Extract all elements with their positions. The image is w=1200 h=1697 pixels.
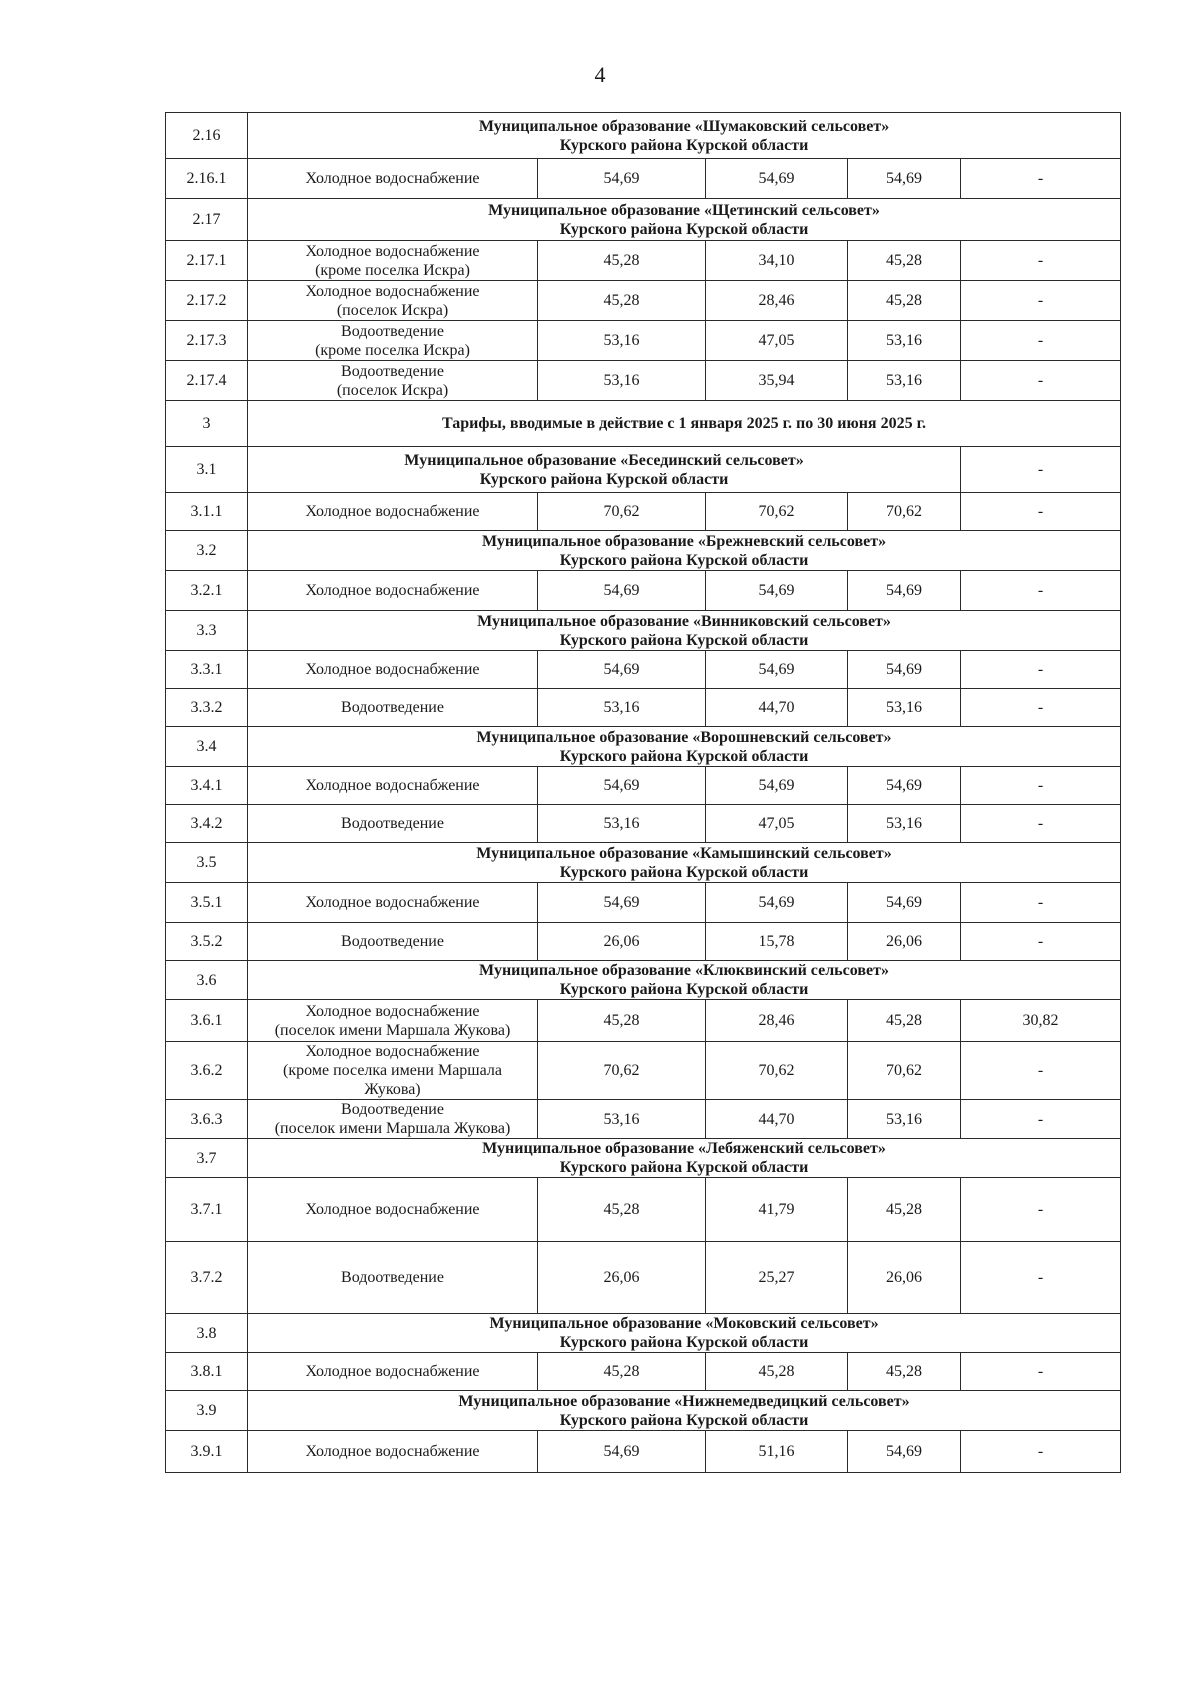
org-header-row bbox=[166, 199, 1121, 241]
table-row bbox=[166, 805, 1121, 843]
service-qualifier: (кроме поселка Искра) bbox=[315, 341, 470, 359]
service-name: Водоотведение bbox=[341, 1101, 444, 1118]
municipality-title bbox=[248, 1314, 1121, 1353]
tariff-value-4: - bbox=[961, 1242, 1121, 1314]
tariff-value-4: - bbox=[961, 493, 1121, 531]
org-header-row bbox=[166, 611, 1121, 651]
row-number: 3.7.1 bbox=[166, 1178, 248, 1242]
row-number: 3.5.2 bbox=[166, 923, 248, 961]
tariff-value-1: 53,16 bbox=[538, 805, 706, 843]
org-header-row bbox=[166, 843, 1121, 883]
tariff-value-4: - bbox=[961, 883, 1121, 923]
service-name-cell bbox=[248, 1178, 538, 1242]
tariff-value-1: 70,62 bbox=[538, 1042, 706, 1100]
tariff-value-3: 54,69 bbox=[848, 651, 961, 689]
table-row bbox=[166, 923, 1121, 961]
tariff-value-3: 26,06 bbox=[848, 923, 961, 961]
tariff-value-2: 47,05 bbox=[706, 805, 848, 843]
service-name-cell bbox=[248, 241, 538, 281]
tariff-value-4: - bbox=[961, 1100, 1121, 1139]
municipality-title bbox=[248, 727, 1121, 767]
municipality-name: Муниципальное образование «Ворошневский сельсовет» bbox=[476, 728, 892, 746]
service-name: Водоотведение bbox=[341, 322, 444, 340]
row-number: 2.17.2 bbox=[166, 281, 248, 321]
tariff-value-4: - bbox=[961, 1353, 1121, 1391]
tariff-value-2: 70,62 bbox=[706, 493, 848, 531]
row-number: 3 bbox=[166, 401, 248, 447]
tariff-value-1: 53,16 bbox=[538, 361, 706, 401]
org-header-row bbox=[166, 113, 1121, 159]
tariff-value-3: 45,28 bbox=[848, 1353, 961, 1391]
tariff-table bbox=[165, 112, 1121, 1473]
row-number: 3.7.2 bbox=[166, 1242, 248, 1314]
service-name-cell bbox=[248, 767, 538, 805]
municipality-name: Муниципальное образование «Камышинский сельсовет» bbox=[476, 844, 892, 862]
tariff-value-2: 35,94 bbox=[706, 361, 848, 401]
tariff-value-3: 53,16 bbox=[848, 321, 961, 361]
row-number: 3.3.1 bbox=[166, 651, 248, 689]
tariff-value-1: 54,69 bbox=[538, 1431, 706, 1473]
tariff-value-2: 44,70 bbox=[706, 1100, 848, 1139]
service-qualifier: (кроме поселка Искра) bbox=[315, 261, 470, 279]
tariff-value-2: 47,05 bbox=[706, 321, 848, 361]
tariff-value-3: 53,16 bbox=[848, 1100, 961, 1139]
municipality-district: Курского района Курской области bbox=[559, 981, 809, 998]
row-number: 3.3.2 bbox=[166, 689, 248, 727]
tariff-value-1: 53,16 bbox=[538, 689, 706, 727]
service-name: Холодное водоснабжение bbox=[305, 1043, 480, 1060]
service-name-cell bbox=[248, 159, 538, 199]
municipality-name: Муниципальное образование «Моковский сельсовет» bbox=[489, 1315, 879, 1332]
row-number: 2.17.3 bbox=[166, 321, 248, 361]
municipality-title bbox=[248, 447, 961, 493]
page-number: 4 bbox=[594, 62, 606, 87]
municipality-district: Курского района Курской области bbox=[559, 631, 809, 649]
tariff-value-2: 15,78 bbox=[706, 923, 848, 961]
tariff-value-3: 70,62 bbox=[848, 493, 961, 531]
row-number: 3.6.3 bbox=[166, 1100, 248, 1139]
tariff-value-4: - bbox=[961, 689, 1121, 727]
tariff-value-2: 25,27 bbox=[706, 1242, 848, 1314]
municipality-district: Курского района Курской области bbox=[559, 551, 809, 569]
org-header-row bbox=[166, 531, 1121, 571]
table-row bbox=[166, 281, 1121, 321]
row-number: 3.5.1 bbox=[166, 883, 248, 923]
municipality-title bbox=[248, 961, 1121, 1000]
municipality-title bbox=[248, 531, 1121, 571]
service-name: Холодное водоснабжение bbox=[305, 503, 480, 520]
tariff-value-3: 53,16 bbox=[848, 805, 961, 843]
table-row bbox=[166, 361, 1121, 401]
table-row bbox=[166, 493, 1121, 531]
tariff-value-1: 45,28 bbox=[538, 1353, 706, 1391]
row-number: 3.6 bbox=[166, 961, 248, 1000]
tariff-value-1: 54,69 bbox=[538, 767, 706, 805]
tariff-value-4: - bbox=[961, 1178, 1121, 1242]
municipality-name: Муниципальное образование «Клюквинский сельсовет» bbox=[479, 962, 889, 979]
service-name-cell bbox=[248, 1100, 538, 1139]
row-number: 3.8 bbox=[166, 1314, 248, 1353]
tariff-value-2: 44,70 bbox=[706, 689, 848, 727]
org-header-row bbox=[166, 447, 1121, 493]
tariff-value-2: 28,46 bbox=[706, 281, 848, 321]
service-name-cell bbox=[248, 361, 538, 401]
table-row bbox=[166, 1242, 1121, 1314]
service-qualifier: (поселок имени Маршала Жукова) bbox=[274, 1120, 511, 1137]
service-name-cell bbox=[248, 493, 538, 531]
service-name: Холодное водоснабжение bbox=[305, 282, 480, 300]
municipality-name: Муниципальное образование «Нижнемедведицкий сельсовет» bbox=[458, 1392, 910, 1410]
tariff-value-3: 54,69 bbox=[848, 1431, 961, 1473]
tariff-value-4: - bbox=[961, 923, 1121, 961]
service-name: Водоотведение bbox=[341, 1269, 444, 1286]
row-number: 3.9.1 bbox=[166, 1431, 248, 1473]
municipality-name: Муниципальное образование «Винниковский сельсовет» bbox=[477, 612, 891, 630]
municipality-district: Курского района Курской области bbox=[559, 1411, 809, 1429]
tariff-value-3: 45,28 bbox=[848, 1000, 961, 1042]
tariff-value-4: - bbox=[961, 767, 1121, 805]
row-number: 3.8.1 bbox=[166, 1353, 248, 1391]
tariff-value-4: 30,82 bbox=[961, 1000, 1121, 1042]
tariff-value-3: 70,62 bbox=[848, 1042, 961, 1100]
service-name: Холодное водоснабжение bbox=[305, 1363, 480, 1380]
service-name-cell bbox=[248, 1353, 538, 1391]
row-number: 2.17.1 bbox=[166, 241, 248, 281]
service-qualifier: (кроме поселка имени Маршала bbox=[283, 1062, 502, 1079]
row-number: 2.16 bbox=[166, 113, 248, 159]
service-name: Водоотведение bbox=[341, 815, 444, 832]
table-row bbox=[166, 1000, 1121, 1042]
tariff-value-2: 70,62 bbox=[706, 1042, 848, 1100]
table-row bbox=[166, 651, 1121, 689]
tariff-value-1: 54,69 bbox=[538, 651, 706, 689]
row-number: 3.6.2 bbox=[166, 1042, 248, 1100]
org-header-row bbox=[166, 727, 1121, 767]
tariff-value-1: 45,28 bbox=[538, 1000, 706, 1042]
tariff-value-2: 54,69 bbox=[706, 883, 848, 923]
tariff-value-3: 54,69 bbox=[848, 571, 961, 611]
table-row bbox=[166, 689, 1121, 727]
tariff-value-2: 54,69 bbox=[706, 767, 848, 805]
municipality-title bbox=[248, 199, 1121, 241]
service-qualifier: (поселок Искра) bbox=[336, 381, 449, 399]
org-header-row bbox=[166, 961, 1121, 1000]
row-number: 3.4.2 bbox=[166, 805, 248, 843]
municipality-district: Курского района Курской области bbox=[559, 220, 809, 238]
tariff-value-3: 45,28 bbox=[848, 281, 961, 321]
row-number: 3.3 bbox=[166, 611, 248, 651]
tariff-value-1: 45,28 bbox=[538, 241, 706, 281]
section-title: Тарифы, вводимые в действие с 1 января 2025 г. по 30 июня 2025 г. bbox=[248, 401, 1121, 447]
service-name: Холодное водоснабжение bbox=[305, 242, 480, 260]
service-name: Холодное водоснабжение bbox=[305, 777, 480, 794]
tariff-value-3: 26,06 bbox=[848, 1242, 961, 1314]
row-number: 3.4 bbox=[166, 727, 248, 767]
service-qualifier: Жукова) bbox=[364, 1081, 421, 1098]
tariff-value-2: 45,28 bbox=[706, 1353, 848, 1391]
tariff-value-3: 53,16 bbox=[848, 689, 961, 727]
table-row bbox=[166, 571, 1121, 611]
table-row bbox=[166, 1178, 1121, 1242]
tariff-value-2: 28,46 bbox=[706, 1000, 848, 1042]
row-number: 3.1.1 bbox=[166, 493, 248, 531]
tariff-value-4: - bbox=[961, 361, 1121, 401]
service-name-cell bbox=[248, 571, 538, 611]
service-name-cell bbox=[248, 1000, 538, 1042]
table-row bbox=[166, 767, 1121, 805]
service-name: Холодное водоснабжение bbox=[305, 1443, 480, 1460]
table-row bbox=[166, 1431, 1121, 1473]
row-number: 3.2 bbox=[166, 531, 248, 571]
tariff-value-4: - bbox=[961, 805, 1121, 843]
service-name-cell bbox=[248, 689, 538, 727]
tariff-value-1: 45,28 bbox=[538, 281, 706, 321]
tariff-value-4: - bbox=[961, 281, 1121, 321]
municipality-title bbox=[248, 611, 1121, 651]
tariff-value-2: 54,69 bbox=[706, 159, 848, 199]
tariff-value-1: 26,06 bbox=[538, 923, 706, 961]
row-number: 3.6.1 bbox=[166, 1000, 248, 1042]
service-name-cell bbox=[248, 1042, 538, 1100]
table-row bbox=[166, 1042, 1121, 1100]
tariff-value-1: 54,69 bbox=[538, 159, 706, 199]
tariff-value-3: 54,69 bbox=[848, 883, 961, 923]
tariff-value-3: 53,16 bbox=[848, 361, 961, 401]
service-name-cell bbox=[248, 805, 538, 843]
municipality-name: Муниципальное образование «Лебяженский сельсовет» bbox=[482, 1140, 886, 1157]
tariff-value-4: - bbox=[961, 321, 1121, 361]
tariff-value-1: 45,28 bbox=[538, 1178, 706, 1242]
org-header-row bbox=[166, 1139, 1121, 1178]
table-row bbox=[166, 159, 1121, 199]
municipality-title bbox=[248, 843, 1121, 883]
tariff-value-3: 54,69 bbox=[848, 159, 961, 199]
tariff-value-1: 53,16 bbox=[538, 321, 706, 361]
tariff-value-1: 54,69 bbox=[538, 883, 706, 923]
org-header-row bbox=[166, 1391, 1121, 1431]
tariff-value-1: 26,06 bbox=[538, 1242, 706, 1314]
tariff-value-4: - bbox=[961, 1042, 1121, 1100]
row-number: 3.1 bbox=[166, 447, 248, 493]
tariff-value-1: 53,16 bbox=[538, 1100, 706, 1139]
service-name: Холодное водоснабжение bbox=[305, 661, 480, 678]
service-name: Холодное водоснабжение bbox=[305, 170, 480, 187]
row-number: 3.2.1 bbox=[166, 571, 248, 611]
table-row bbox=[166, 1353, 1121, 1391]
municipality-title bbox=[248, 113, 1121, 159]
tariff-value-4: - bbox=[961, 651, 1121, 689]
tariff-value-3: 45,28 bbox=[848, 1178, 961, 1242]
row-number: 3.7 bbox=[166, 1139, 248, 1178]
municipality-title bbox=[248, 1391, 1121, 1431]
service-name: Водоотведение bbox=[341, 699, 444, 716]
municipality-name: Муниципальное образование «Щетинский сельсовет» bbox=[488, 201, 880, 219]
service-name-cell bbox=[248, 883, 538, 923]
service-name: Холодное водоснабжение bbox=[305, 894, 480, 911]
row-number: 3.9 bbox=[166, 1391, 248, 1431]
service-name-cell bbox=[248, 1242, 538, 1314]
section-row bbox=[166, 401, 1121, 447]
tariff-value-2: 41,79 bbox=[706, 1178, 848, 1242]
tariff-value-2: 34,10 bbox=[706, 241, 848, 281]
municipality-district: Курского района Курской области bbox=[559, 1159, 809, 1176]
service-name-cell bbox=[248, 923, 538, 961]
service-name: Холодное водоснабжение bbox=[305, 1201, 480, 1218]
municipality-district: Курского района Курской области bbox=[559, 747, 809, 765]
row-number: 3.5 bbox=[166, 843, 248, 883]
municipality-name: Муниципальное образование «Шумаковский сельсовет» bbox=[478, 117, 890, 135]
table-row bbox=[166, 883, 1121, 923]
service-name-cell bbox=[248, 1431, 538, 1473]
service-name-cell bbox=[248, 321, 538, 361]
municipality-district: Курского района Курской области bbox=[559, 1334, 809, 1351]
tariff-value-2: 54,69 bbox=[706, 571, 848, 611]
tariff-value-1: 70,62 bbox=[538, 493, 706, 531]
tariff-value-4: - bbox=[961, 447, 1121, 493]
tariff-value-4: - bbox=[961, 1431, 1121, 1473]
tariff-value-1: 54,69 bbox=[538, 571, 706, 611]
service-name-cell bbox=[248, 281, 538, 321]
tariff-value-4: - bbox=[961, 159, 1121, 199]
row-number: 3.4.1 bbox=[166, 767, 248, 805]
service-name: Водоотведение bbox=[341, 362, 444, 380]
municipality-district: Курского района Курской области bbox=[559, 863, 809, 881]
tariff-value-3: 54,69 bbox=[848, 767, 961, 805]
municipality-name: Муниципальное образование «Брежневский сельсовет» bbox=[481, 532, 887, 550]
tariff-value-3: 45,28 bbox=[848, 241, 961, 281]
service-name: Холодное водоснабжение bbox=[305, 1002, 480, 1020]
municipality-name: Муниципальное образование «Бесединский сельсовет» bbox=[404, 451, 804, 469]
table-row bbox=[166, 321, 1121, 361]
tariff-value-2: 51,16 bbox=[706, 1431, 848, 1473]
municipality-title bbox=[248, 1139, 1121, 1178]
tariff-value-2: 54,69 bbox=[706, 651, 848, 689]
service-name-cell bbox=[248, 651, 538, 689]
municipality-district: Курского района Курской области bbox=[559, 136, 809, 154]
row-number: 2.16.1 bbox=[166, 159, 248, 199]
service-name: Холодное водоснабжение bbox=[305, 582, 480, 599]
row-number: 2.17 bbox=[166, 199, 248, 241]
table-row bbox=[166, 241, 1121, 281]
service-qualifier: (поселок имени Маршала Жукова) bbox=[274, 1021, 511, 1039]
org-header-row bbox=[166, 1314, 1121, 1353]
table-row bbox=[166, 1100, 1121, 1139]
row-number: 2.17.4 bbox=[166, 361, 248, 401]
tariff-value-4: - bbox=[961, 571, 1121, 611]
tariff-value-4: - bbox=[961, 241, 1121, 281]
service-qualifier: (поселок Искра) bbox=[336, 301, 449, 319]
service-name: Водоотведение bbox=[341, 933, 444, 950]
municipality-district: Курского района Курской области bbox=[479, 470, 729, 488]
